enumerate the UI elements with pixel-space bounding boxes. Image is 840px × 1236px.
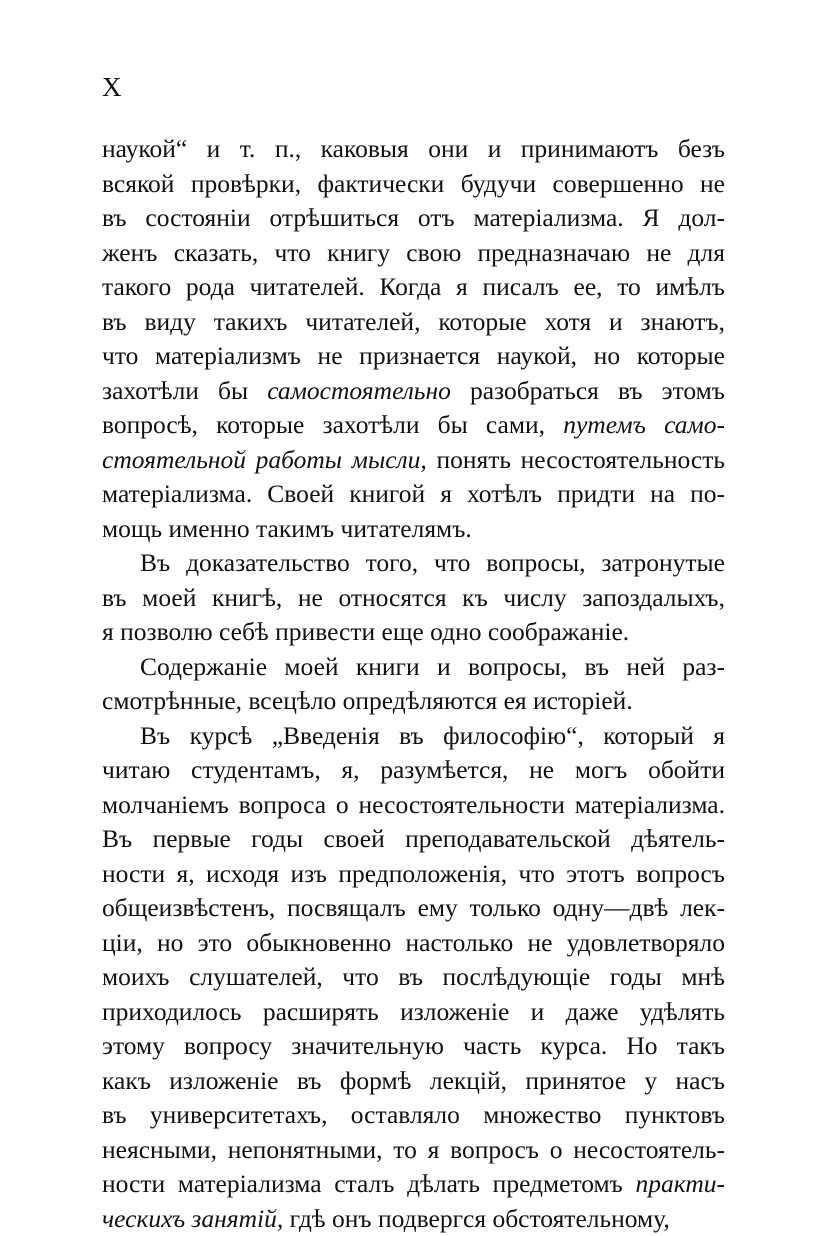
italic-text-run: стоятельной работы мысли,: [102, 445, 427, 474]
text-line: [102, 1167, 725, 1202]
text-run: вопросѣ, которые захотѣли бы сами,: [102, 410, 563, 439]
italic-text-run: практи-: [636, 1169, 726, 1198]
text-line: [102, 960, 725, 995]
text-run: въ состояніи отрѣшиться отъ матеріализма. Я дол-: [102, 203, 725, 232]
text-run: мощь именно такимъ читателямъ.: [102, 514, 472, 543]
text-run: гдѣ онъ подвергся обстоятельному,: [283, 1204, 669, 1233]
text-line: [102, 1098, 725, 1133]
text-run: понять несостоятельность: [427, 445, 725, 474]
text-line: [102, 753, 725, 788]
text-run: ціи, но это обыкновенно настолько не удовлетворяло: [102, 928, 725, 957]
paragraph: [102, 719, 725, 1236]
text-run: неясными, непонятными, то я вопросъ о несостоятель-: [102, 1135, 725, 1164]
text-line: [102, 201, 725, 236]
text-run: я позволю себѣ привести еще одно соображаніе.: [102, 617, 629, 646]
text-line: [102, 236, 725, 271]
text-line: [102, 788, 725, 823]
text-run: ности я, исходя изъ предположенія, что этотъ вопросъ: [102, 859, 725, 888]
text-line: [102, 1064, 725, 1099]
text-line: [102, 305, 725, 340]
text-line: [102, 477, 725, 512]
italic-text-run: путемъ само-: [563, 410, 725, 439]
text-run: Въ первые годы своей преподавательской дѣятель-: [102, 824, 725, 853]
text-line: [102, 408, 725, 443]
text-line: [102, 891, 725, 926]
text-run: Содержаніе моей книги и вопросы, въ ней раз-: [140, 652, 725, 681]
text-line: [102, 1133, 725, 1168]
body-text: [102, 132, 725, 1236]
text-run: женъ сказать, что книгу свою предназначаю не для: [102, 238, 725, 267]
text-line: [102, 167, 725, 202]
text-line: [102, 339, 725, 374]
text-line: [102, 374, 725, 409]
text-line: [102, 1202, 725, 1236]
text-run: въ университетахъ, оставляло множество пунктовъ: [102, 1100, 725, 1129]
italic-text-run: ческихъ занятій,: [102, 1204, 283, 1233]
text-run: общеизвѣстенъ, посвящалъ ему только одну—двѣ лек-: [102, 893, 725, 922]
text-line: [102, 270, 725, 305]
paragraph: [102, 650, 725, 719]
text-run: какъ изложеніе въ формѣ лекцій, принятое у насъ: [102, 1066, 725, 1095]
text-run: матеріализма. Своей книгой я хотѣлъ придти на по-: [102, 479, 725, 508]
text-line: [102, 719, 725, 754]
text-run: захотѣли бы: [102, 376, 267, 405]
text-run: молчаніемъ вопроса о несостоятельности матеріализма.: [102, 790, 725, 819]
text-run: въ моей книгѣ, не относятся къ числу запоздалыхъ,: [102, 583, 725, 612]
text-run: приходилось расширять изложеніе и даже удѣлять: [102, 997, 725, 1026]
text-run: наукой“ и т. п., каковыя они и принимаютъ безъ: [102, 134, 725, 163]
text-run: въ виду такихъ читателей, которые хотя и знаютъ,: [102, 307, 725, 336]
text-line: [102, 857, 725, 892]
text-run: что матеріализмъ не признается наукой, но которые: [102, 341, 725, 370]
text-run: моихъ слушателей, что въ послѣдующіе годы мнѣ: [102, 962, 725, 991]
text-line: [102, 546, 725, 581]
text-line: [102, 615, 725, 650]
italic-text-run: самостоятельно: [267, 376, 451, 405]
page-number: X: [102, 72, 123, 102]
text-line: [102, 512, 725, 547]
text-line: [102, 132, 725, 167]
text-run: разобраться въ этомъ: [451, 376, 725, 405]
text-run: Въ курсѣ „Введенія въ философію“, который я: [140, 721, 725, 750]
text-line: [102, 443, 725, 478]
text-line: [102, 1029, 725, 1064]
text-run: читаю студентамъ, я, разумѣется, не могъ обойти: [102, 755, 725, 784]
text-run: этому вопросу значительную часть курса. Но такъ: [102, 1031, 725, 1060]
text-run: смотрѣнные, всецѣло опредѣляются ея исторіей.: [102, 686, 633, 715]
text-run: всякой провѣрки, фактически будучи совершенно не: [102, 169, 725, 198]
text-line: [102, 995, 725, 1030]
text-line: [102, 581, 725, 616]
text-line: [102, 650, 725, 685]
paragraph: [102, 132, 725, 546]
text-line: [102, 822, 725, 857]
text-run: Въ доказательство того, что вопросы, затронутые: [140, 548, 725, 577]
paragraph: [102, 546, 725, 650]
text-line: [102, 684, 725, 719]
text-run: ности матеріализма сталъ дѣлать предметомъ: [102, 1169, 636, 1198]
text-run: такого рода читателей. Когда я писалъ ее, то имѣлъ: [102, 272, 725, 301]
text-line: [102, 926, 725, 961]
